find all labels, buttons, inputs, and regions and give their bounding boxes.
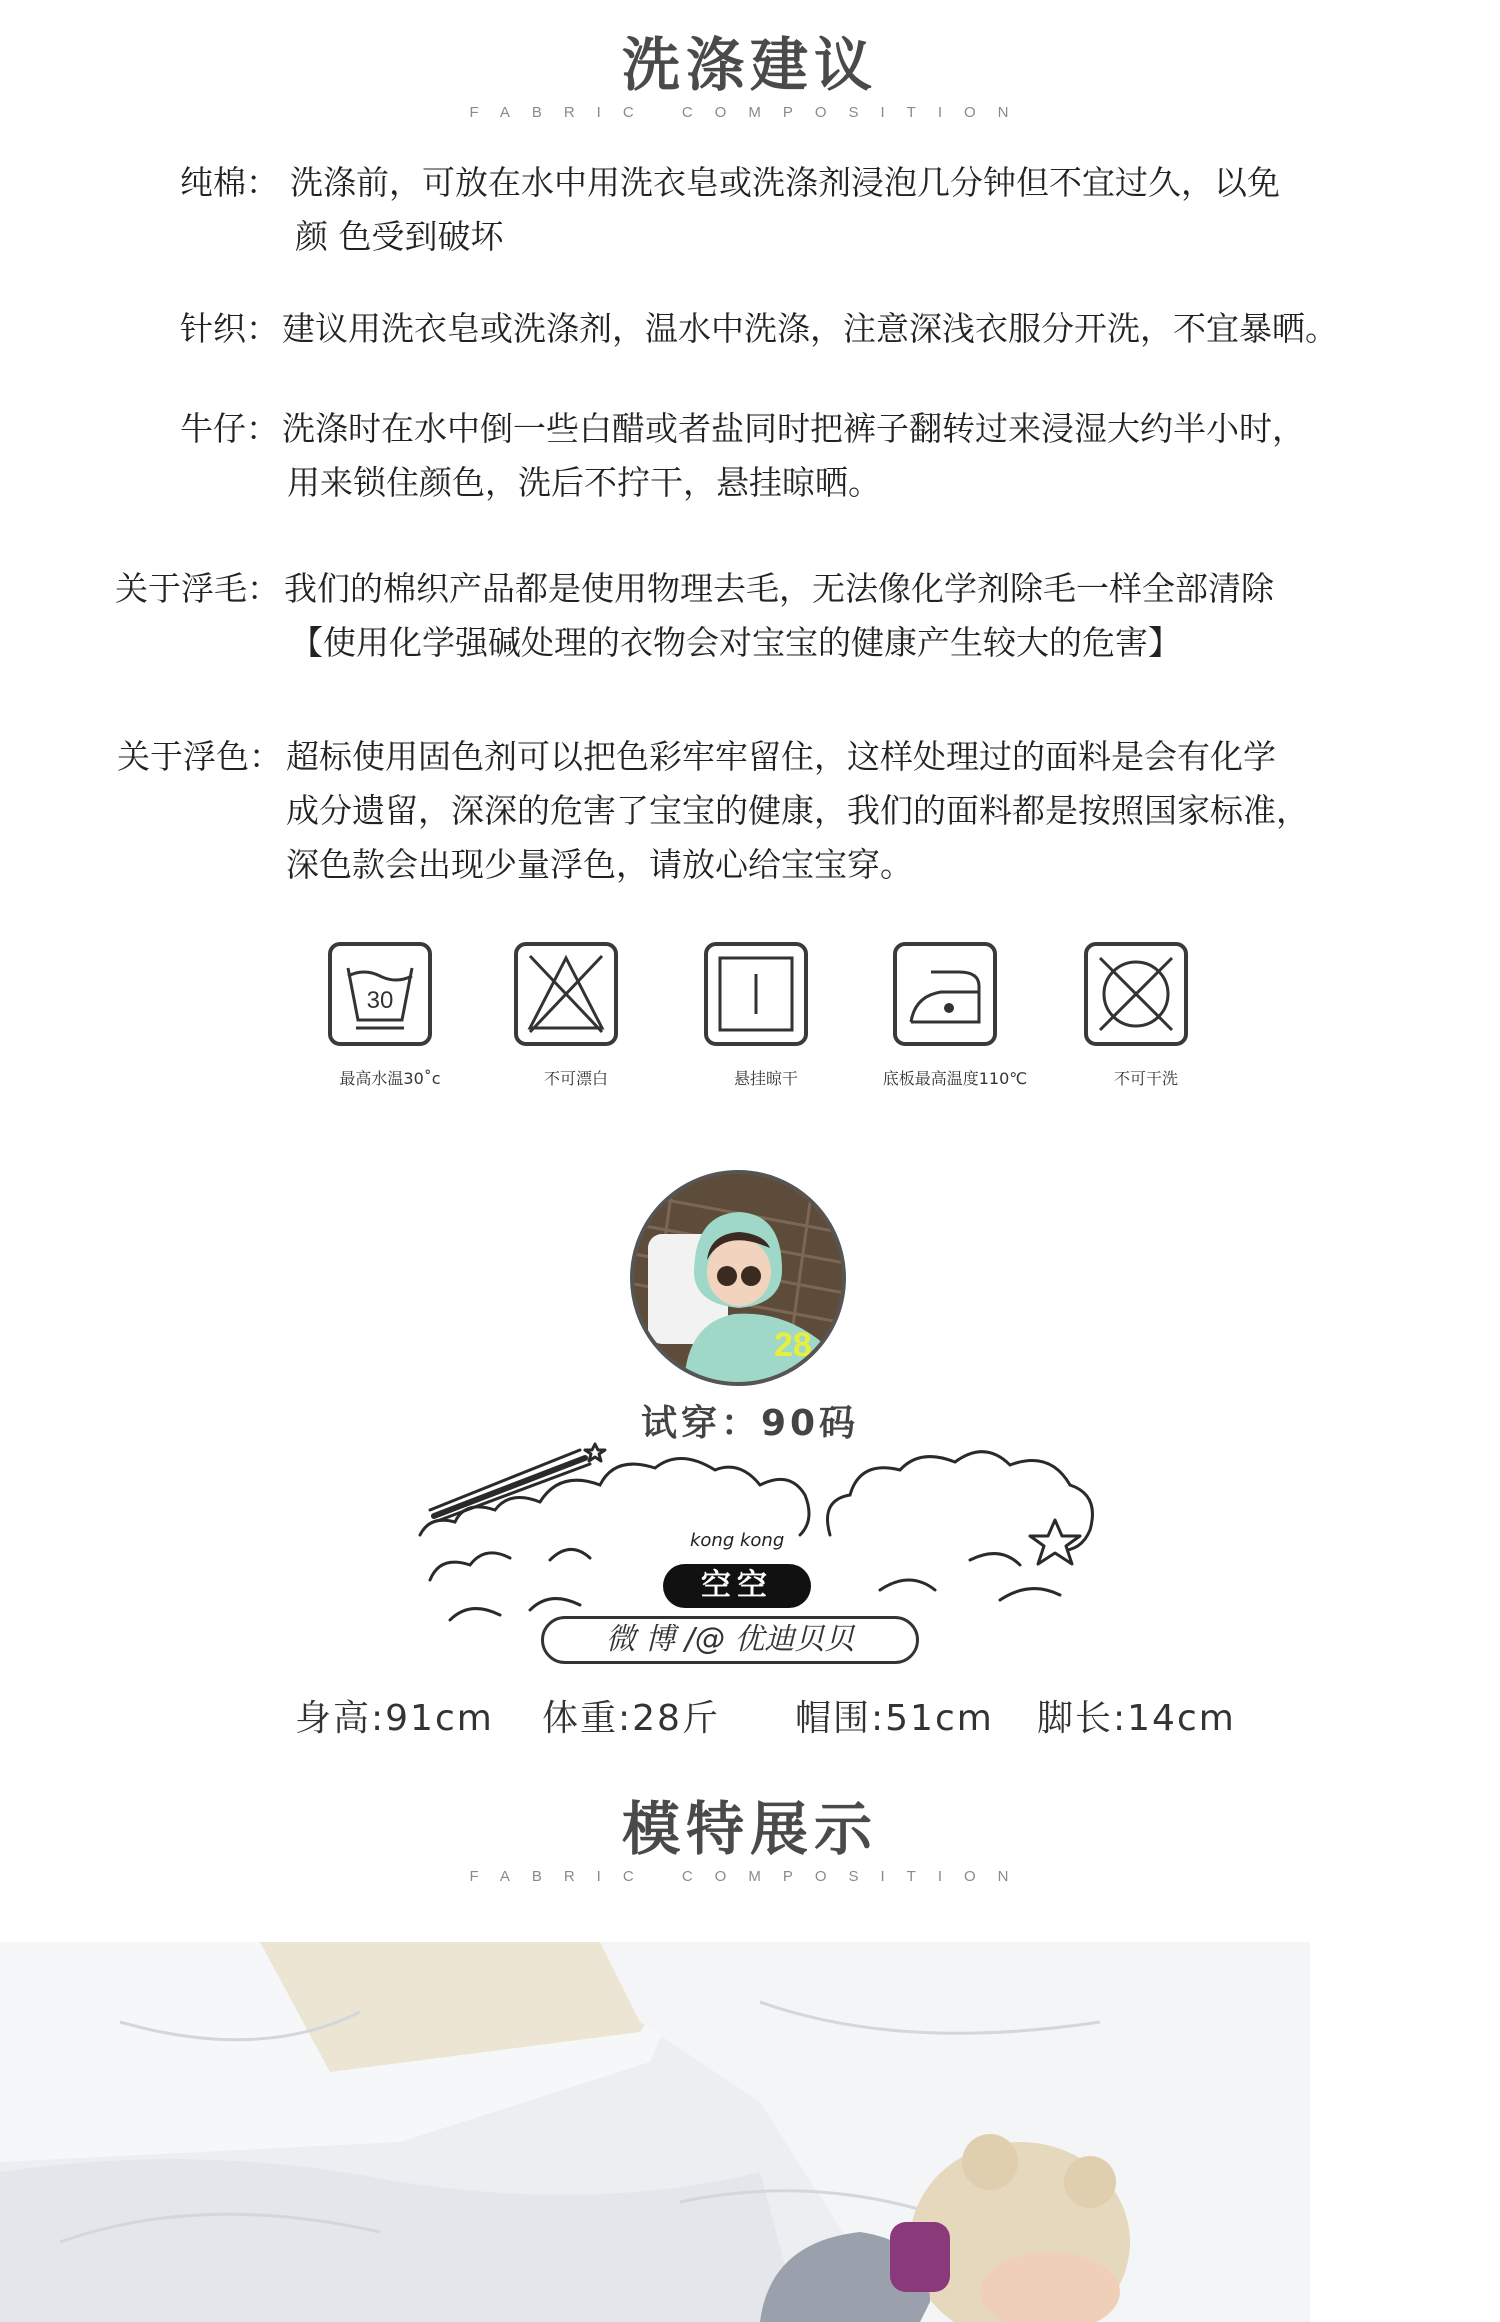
care-title: 洗涤建议 — [621, 31, 878, 99]
hang-dry-icon — [704, 942, 808, 1046]
svg-text:28: 28 — [774, 1326, 812, 1364]
icon-caption: 底板最高温度110℃ — [882, 1069, 1028, 1088]
stat-weight: 体重:28斤 — [542, 1698, 720, 1739]
care-text: 颜 色受到破坏 — [295, 217, 504, 256]
stat-head-circumference: 帽围:51cm — [795, 1698, 994, 1739]
stat-foot-length: 脚长:14cm — [1037, 1698, 1236, 1739]
icon-caption: 最高水温30˚c — [339, 1069, 441, 1088]
care-label-color: 关于浮色： — [117, 737, 282, 776]
care-text: 成分遗留，深深的危害了宝宝的健康，我们的面料都是按照国家标准， — [286, 791, 1309, 830]
icon-caption: 不可漂白 — [543, 1069, 608, 1088]
no-bleach-icon — [514, 942, 618, 1046]
weibo-handle: 微 博 /@ 优迪贝贝 — [541, 1616, 919, 1664]
care-text: 我们的棉织产品都是使用物理去毛，无法像化学剂除毛一样全部清除 — [284, 569, 1274, 608]
care-text: 洗涤时在水中倒一些白醋或者盐同时把裤子翻转过来浸湿大约半小时， — [282, 409, 1305, 448]
care-text: 洗涤前，可放在水中用洗衣皂或洗涤剂浸泡几分钟但不宜过久，以免 — [290, 163, 1280, 202]
showcase-title: 模特展示 — [621, 1795, 878, 1863]
model-avatar — [630, 1170, 846, 1386]
svg-text:30: 30 — [366, 987, 394, 1014]
stat-height: 身高:91cm — [295, 1698, 494, 1739]
care-label-cotton: 纯棉： — [180, 163, 279, 202]
model-photo — [0, 1942, 1310, 2322]
iron-110-icon — [893, 942, 997, 1046]
care-label-denim: 牛仔： — [180, 409, 279, 448]
showcase-subtitle: FABRIC COMPOSITION — [469, 1868, 1031, 1885]
tryon-size: 试穿：90码 — [640, 1403, 860, 1444]
care-label-lint: 关于浮毛： — [115, 569, 280, 608]
wash-30-icon — [328, 942, 432, 1046]
care-text: 深色款会出现少量浮色，请放心给宝宝穿。 — [286, 845, 913, 884]
care-text: 超标使用固色剂可以把色彩牢牢留住，这样处理过的面料是会有化学 — [286, 737, 1276, 776]
care-text: 用来锁住颜色，洗后不拧干，悬挂晾晒。 — [287, 463, 881, 502]
kongkong-badge: 空空 — [663, 1564, 811, 1608]
care-label-knit: 针织： — [180, 309, 279, 348]
no-dry-clean-icon — [1084, 942, 1188, 1046]
care-text: 建议用洗衣皂或洗涤剂，温水中洗涤，注意深浅衣服分开洗，不宜暴晒。 — [282, 309, 1338, 348]
care-text: 【使用化学强碱处理的衣物会对宝宝的健康产生较大的危害】 — [290, 623, 1181, 662]
icon-caption: 悬挂晾干 — [733, 1069, 798, 1088]
care-subtitle: FABRIC COMPOSITION — [469, 104, 1031, 121]
kongkong-label: kong kong — [690, 1530, 785, 1551]
icon-caption: 不可干洗 — [1113, 1069, 1178, 1088]
